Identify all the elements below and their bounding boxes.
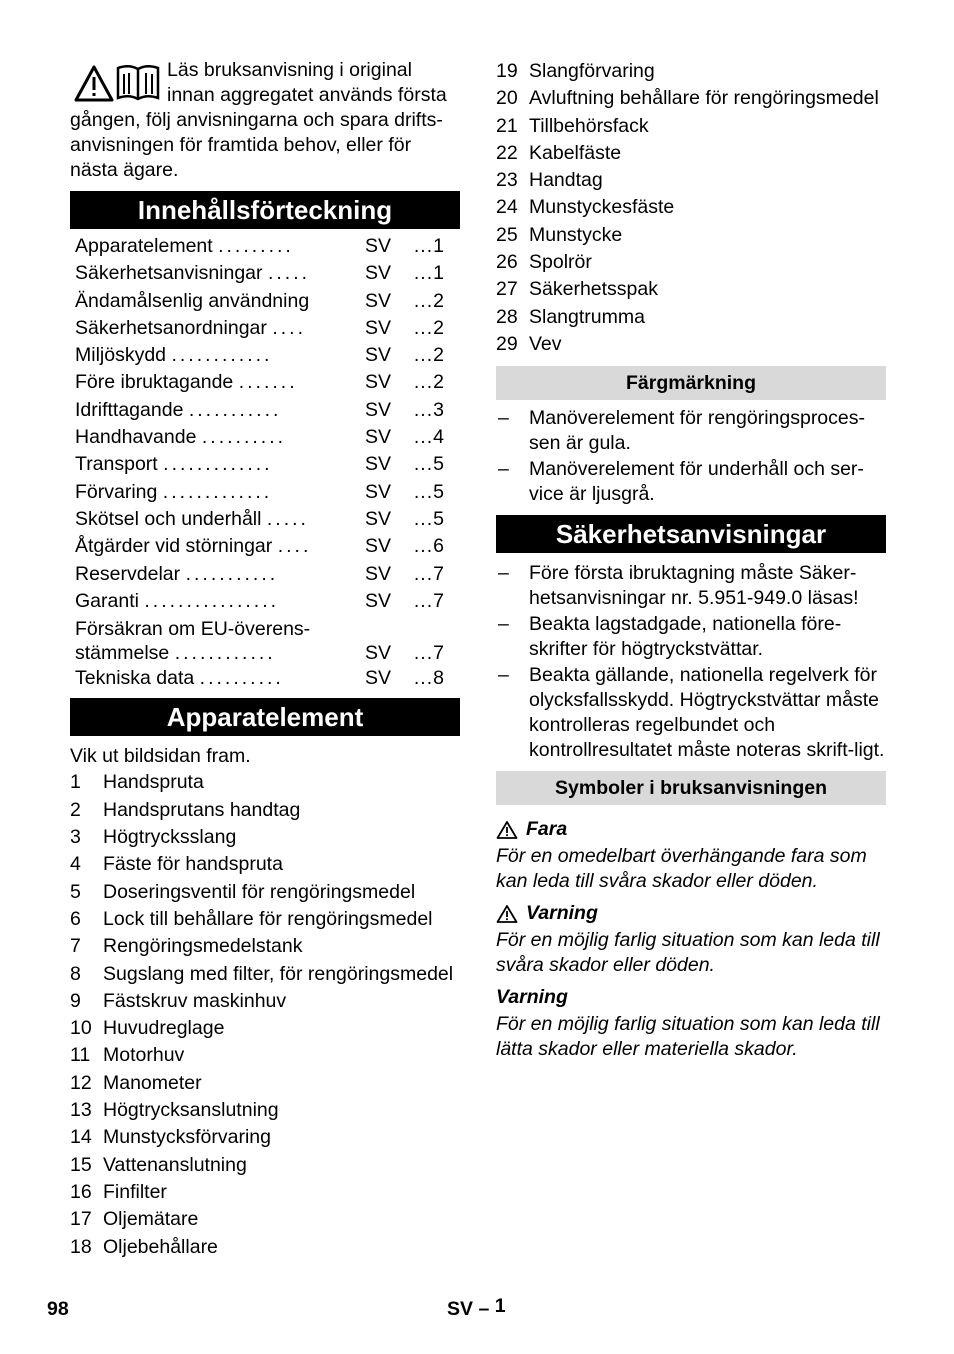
list-item (496, 457, 886, 507)
toc-heading: Innehållsförteckning (70, 191, 460, 229)
toc-lang: SV (365, 371, 392, 394)
toc-lang: SV (365, 262, 392, 285)
toc-title-text: Före ibruktagande (75, 371, 234, 394)
toc-title (75, 233, 325, 260)
item-number: 11 (70, 1044, 91, 1067)
toc-lang: SV (365, 667, 392, 690)
item-number: 4 (70, 853, 81, 876)
intro-line-2: innan aggregatet används första (167, 84, 447, 106)
toc-title (75, 617, 325, 665)
list-item (496, 113, 886, 140)
item-number: 6 (70, 907, 81, 930)
toc-title (75, 588, 325, 615)
component-list-right (496, 58, 886, 358)
toc-leader: ........... (185, 562, 279, 585)
toc-leader: ....... (238, 371, 298, 394)
apparat-heading: Apparatelement (70, 698, 460, 736)
toc-lang: SV (365, 480, 392, 503)
toc-leader: ..... (266, 507, 309, 530)
toc-page: ...7 (413, 562, 445, 585)
warning-triangle-icon (76, 67, 112, 100)
toc-rows (75, 233, 460, 615)
item-number: 12 (70, 1071, 92, 1094)
toc-title (75, 288, 325, 315)
item-number: 1 (70, 771, 81, 794)
item-number: 22 (496, 141, 518, 164)
toc-page: ...2 (413, 289, 445, 312)
toc-lang: SV (365, 507, 392, 530)
toc-row[interactable] (75, 288, 460, 315)
section-code (447, 1295, 506, 1321)
toc-title-text: Transport (75, 453, 158, 476)
toc-leader: ............. (163, 453, 273, 476)
toc-leader: .......... (199, 667, 284, 690)
item-label: Fästskruv maskinhuv (103, 989, 287, 1012)
item-label: Slangtrumma (529, 305, 645, 328)
item-label: Munstyckesfäste (529, 196, 675, 219)
list-item (496, 331, 886, 358)
toc-leader: .......... (201, 426, 287, 449)
toc-title-text: Skötsel och underhåll (75, 507, 262, 530)
toc-title-text: Åtgärder vid störningar (75, 535, 273, 558)
symbol-label-text: Varning (526, 902, 598, 925)
warning-triangle-icon (496, 820, 518, 840)
item-label: Spolrör (529, 251, 592, 274)
item-label: Oljebehållare (103, 1235, 218, 1258)
toc-title (75, 561, 325, 588)
item-number: 20 (496, 87, 518, 110)
list-item (70, 879, 460, 906)
item-number: 16 (70, 1180, 92, 1203)
item-number: 14 (70, 1126, 92, 1149)
section-sep: – (478, 1298, 490, 1320)
list-item (496, 663, 886, 763)
item-label: Avluftning behållare för rengöringsmedel (529, 87, 879, 110)
symbol-description: För en möjlig farlig situation som kan leda till svåra skador eller döden. (496, 929, 880, 977)
toc-title (75, 451, 325, 478)
toc-row[interactable] (75, 533, 460, 560)
item-number: 3 (70, 826, 81, 849)
symbol-description: För en omedelbart överhängande fara som kan leda till svåra skador eller döden. (496, 845, 867, 893)
toc-lang: SV (365, 398, 392, 421)
list-item (496, 167, 886, 194)
symbol-description: För en möjlig farlig situation som kan leda till lätta skador eller materiella skador. (496, 1013, 880, 1061)
list-item (70, 824, 460, 851)
toc-title-text: Garanti (75, 589, 139, 612)
dash-bullet: – (498, 562, 509, 585)
toc-page: ...2 (413, 344, 445, 367)
toc-title (75, 506, 325, 533)
toc-title-text: Handhavande (75, 426, 197, 449)
dash-bullet: – (498, 664, 509, 687)
item-label: Högtrycksslang (103, 826, 237, 849)
toc-row[interactable] (75, 233, 460, 260)
list-item (70, 851, 460, 878)
toc-lang: SV (365, 642, 392, 665)
symbol-entries (496, 815, 886, 1062)
toc-page: ...5 (413, 453, 445, 476)
list-item (496, 406, 886, 456)
toc-title (75, 369, 325, 396)
item-label: Sugslang med filter, för rengöringsmedel (103, 962, 454, 985)
symbol-label (496, 983, 886, 1012)
item-number: 26 (496, 251, 518, 274)
toc-page: ...5 (413, 480, 445, 503)
item-number: 21 (496, 114, 518, 137)
color-marking-list (496, 406, 886, 507)
safety-list (496, 561, 886, 763)
toc-leader: ................ (144, 589, 280, 612)
toc-page: ...5 (413, 507, 445, 530)
list-item (70, 1179, 460, 1206)
dash-bullet: – (498, 613, 509, 636)
symbol-label (496, 815, 886, 844)
list-item (496, 276, 886, 303)
toc-row[interactable] (75, 479, 460, 506)
left-column (70, 58, 460, 1261)
toc-lang: SV (365, 562, 392, 585)
toc-title-text: Tekniska data (75, 667, 195, 690)
dash-bullet: – (498, 458, 509, 481)
toc-title-text: Ändamålsenlig användning (75, 289, 310, 312)
toc-page: ...2 (413, 371, 445, 394)
list-item (70, 933, 460, 960)
toc-leader: .... (272, 316, 306, 339)
toc-lang: SV (365, 453, 392, 476)
toc-title-text: Förvaring (75, 480, 158, 503)
item-label: Handsprutans handtag (103, 798, 301, 821)
item-number: 29 (496, 332, 518, 355)
toc-title-text: Miljöskydd (75, 344, 167, 367)
toc-leader: ............. (162, 480, 273, 503)
symbols-heading: Symboler i bruksanvisningen (496, 771, 886, 805)
toc-leader: ......... (218, 235, 294, 257)
section-num: 1 (494, 1295, 506, 1317)
item-label: Oljemätare (103, 1208, 199, 1231)
toc-title-text: Idrifttagande (75, 398, 184, 421)
toc-title (75, 342, 325, 369)
dash-bullet: – (498, 407, 509, 430)
item-label: Högtrycksanslutning (103, 1099, 279, 1122)
toc-lang: SV (365, 589, 392, 612)
item-label: Doseringsventil för rengöringsmedel (103, 880, 416, 903)
toc-row[interactable] (75, 424, 460, 451)
toc-lang: SV (365, 289, 392, 312)
item-label: Handspruta (103, 771, 204, 794)
toc-row[interactable] (75, 369, 460, 396)
item-text: Före första ibruktagning måste Säker-hetsanvisningar nr. 5.951-949.0 läsas! (529, 562, 859, 610)
item-number: 8 (70, 962, 81, 985)
farg-heading: Färgmärkning (496, 366, 886, 400)
item-label: Kabelfäste (529, 141, 622, 164)
toc-row[interactable] (75, 588, 460, 615)
toc-leader: ..... (267, 262, 311, 285)
toc-title-text: Säkerhetsanordningar (75, 316, 267, 339)
item-label: Munstycksförvaring (103, 1126, 271, 1149)
page-number: 98 (47, 1298, 69, 1320)
toc-page: ...1 (413, 262, 445, 285)
item-label: Huvudreglage (103, 1017, 225, 1040)
item-number: 15 (70, 1153, 92, 1176)
toc-leader: ........... (188, 398, 282, 421)
apparat-intro: Vik ut bildsidan fram. (70, 745, 251, 768)
item-text: Manöverelement för rengöringsproces-sen är gula. (529, 407, 865, 455)
toc-title-text: Säkerhetsanvisningar (75, 262, 263, 285)
table-of-contents (70, 229, 460, 692)
item-text: Manöverelement för underhåll och ser-vice är ljusgrå. (529, 458, 864, 506)
list-item (496, 85, 886, 112)
list-item (496, 58, 886, 85)
item-text: Beakta gällande, nationella regelverk för olycksfallsskydd. Högtryckstvättar måste kontrolleras regelbundet och kontrollresultatet måste noteras skrift-ligt. (529, 664, 885, 762)
manual-book-icon (118, 66, 158, 99)
item-number: 7 (70, 935, 81, 958)
list-item (70, 1206, 460, 1233)
toc-title-line-2: stämmelse (75, 642, 170, 665)
toc-lang: SV (365, 535, 392, 558)
intro-paragraph (70, 58, 460, 183)
toc-leader: ............ (174, 642, 276, 665)
toc-row[interactable] (75, 397, 460, 424)
toc-page: ...7 (413, 589, 445, 612)
item-label: Manometer (103, 1071, 202, 1094)
symbol-label (496, 899, 886, 928)
item-label: Lock till behållare för rengöringsmedel (103, 907, 433, 930)
item-label: Fäste för handspruta (103, 853, 283, 876)
toc-row[interactable] (75, 665, 460, 692)
item-number: 28 (496, 305, 518, 328)
list-item (70, 797, 460, 824)
toc-title (75, 665, 325, 692)
item-label: Finfilter (103, 1180, 167, 1203)
toc-row[interactable] (75, 260, 460, 287)
toc-title (75, 533, 325, 560)
item-number: 18 (70, 1235, 92, 1258)
intro-icons (74, 64, 164, 104)
toc-row[interactable] (75, 615, 460, 665)
toc-page: ...6 (413, 535, 445, 558)
item-number: 27 (496, 278, 518, 301)
toc-lang: SV (365, 426, 392, 449)
toc-row[interactable] (75, 506, 460, 533)
list-item (496, 612, 886, 662)
toc-lang: SV (365, 235, 392, 257)
list-item (70, 1234, 460, 1261)
toc-title-line-1: Försäkran om EU-överens- (75, 618, 311, 641)
list-item (496, 561, 886, 611)
toc-row[interactable] (75, 561, 460, 588)
list-item (496, 249, 886, 276)
list-item (70, 769, 460, 796)
list-item (70, 988, 460, 1015)
item-number: 10 (70, 1017, 92, 1040)
list-item (70, 1097, 460, 1124)
toc-leader: .... (277, 535, 312, 558)
item-label: Vev (529, 332, 562, 355)
safety-heading: Säkerhetsanvisningar (496, 515, 886, 553)
list-item (70, 1070, 460, 1097)
list-item (70, 1015, 460, 1042)
item-number: 13 (70, 1099, 92, 1122)
component-list-left (70, 769, 460, 1260)
toc-lang: SV (365, 316, 392, 339)
toc-row[interactable] (75, 451, 460, 478)
item-number: 24 (496, 196, 518, 219)
item-number: 2 (70, 798, 81, 821)
toc-page: ...8 (413, 667, 445, 690)
item-label: Motorhuv (103, 1044, 185, 1067)
item-number: 17 (70, 1208, 92, 1231)
toc-title-text: Apparatelement (75, 235, 213, 257)
toc-title (75, 479, 325, 506)
item-label: Slangförvaring (529, 60, 655, 82)
toc-lang: SV (365, 344, 392, 367)
toc-page: ...2 (413, 316, 445, 339)
item-label: Handtag (529, 169, 603, 192)
toc-title (75, 260, 325, 287)
item-label: Rengöringsmedelstank (103, 935, 303, 958)
item-label: Munstycke (529, 223, 623, 246)
item-label: Tillbehörsfack (529, 114, 649, 137)
list-item (496, 140, 886, 167)
list-item (70, 1124, 460, 1151)
list-item (496, 222, 886, 249)
toc-page: ...4 (413, 426, 445, 449)
symbol-label-text: Fara (526, 818, 568, 841)
intro-line-1: Läs bruksanvisning i original (167, 59, 412, 81)
right-column (496, 58, 886, 1067)
list-item (496, 304, 886, 331)
list-item (70, 961, 460, 988)
toc-title (75, 397, 325, 424)
item-number: 19 (496, 60, 518, 82)
item-label: Vattenanslutning (103, 1153, 247, 1176)
item-number: 5 (70, 880, 81, 903)
symbol-label-text: Varning (496, 986, 568, 1009)
toc-title (75, 315, 325, 342)
intro-text: gången, följ anvisningarna och spara drifts-anvisningen för framtida behov, eller för nästa ägare. (70, 109, 443, 181)
list-item (70, 1042, 460, 1069)
item-number: 25 (496, 223, 518, 246)
section-lang: SV (447, 1298, 474, 1320)
toc-title (75, 424, 325, 451)
list-item (70, 1152, 460, 1179)
list-item (496, 194, 886, 221)
item-number: 23 (496, 169, 518, 192)
item-text: Beakta lagstadgade, nationella före-skrifter för högtryckstvättar. (529, 613, 842, 661)
toc-title-text: Reservdelar (75, 562, 181, 585)
item-number: 9 (70, 989, 81, 1012)
item-label: Säkerhetsspak (529, 278, 658, 301)
warning-triangle-icon (496, 904, 518, 924)
list-item (70, 906, 460, 933)
toc-row[interactable] (75, 315, 460, 342)
toc-page: ...7 (413, 642, 445, 665)
toc-page: ...3 (413, 398, 445, 421)
toc-page: ...1 (413, 235, 445, 257)
toc-leader: ............ (171, 344, 273, 367)
toc-row[interactable] (75, 342, 460, 369)
